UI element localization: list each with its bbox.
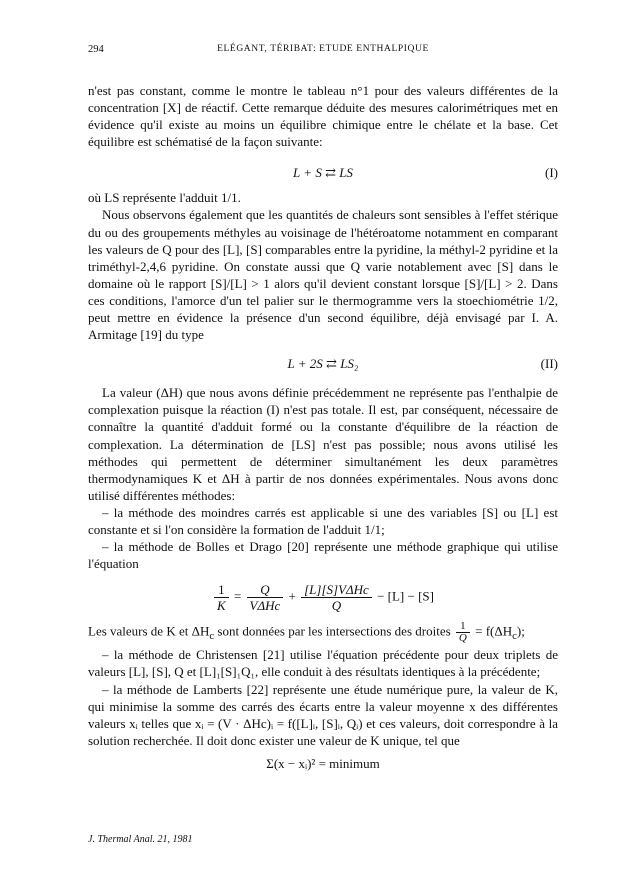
paragraph-3: Nous observons également que les quantités de chaleurs sont sensibles à l'effet stérique du ou des groupements méthyles au voisinage de l'hétéroatome notamment en comparant les valeurs de Q pour des [L], [S] comparables entre la pyridine, la méthyl-2 pyridine et la triméthyl-2,4,6 pyridine. On constate aussi que Q varie notablement avec [S] dans le domaine où le rapport [S]/[L] > 1 alors qu'il devient constant lorsque [S]/[L] > 2. Dans ces conditions, l'amorce d'un tel palier sur le thermogramme vers la stoechiométrie 1/2, peut mettre en évidence la présence d'un second équilibre, déjà envisagé par I. A. Armitage [19] du type <box>88 207 558 343</box>
equation-1-expression: L + S ⇄ LS <box>293 165 353 181</box>
paragraph-9: – la méthode de Lamberts [22] représente une étude numérique pure, la valeur de K, qui minimise la somme des carrés des écarts entre la valeur moyenne x des différentes valeurs xᵢ telles que xᵢ = (V · ΔHc)ᵢ = f([L]ᵢ, [S]ᵢ, Qᵢ) et ces valeurs, doit correspondre à la solution recherchée. Il doit donc exister une valeur de K unique, tel que <box>88 681 558 748</box>
fraction-numerator: 1 <box>456 621 470 633</box>
paragraph-8: – la méthode de Christensen [21] utilise l'équation précédente pour deux triplets de valeurs [L], [S], Q et [L]₁[S]₁Q₁, elle conduit à des résultats identiques à la précédente; <box>88 647 558 680</box>
fraction-denominator: K <box>217 598 226 614</box>
paragraph-2: où LS représente l'adduit 1/1. <box>88 190 241 206</box>
journal-footer: J. Thermal Anal. 21, 1981 <box>88 834 193 845</box>
plus-sign: + <box>288 588 296 604</box>
equation-2-expression: L + 2S ⇄ LS₂ <box>287 356 359 372</box>
fraction-numerator: Q <box>247 582 284 598</box>
equation-4-expression: Σ(x − xᵢ)² = minimum <box>266 755 380 771</box>
equation-1 <box>88 164 558 181</box>
fraction-denominator: Q <box>458 632 467 645</box>
fraction-denominator: VΔHc <box>249 598 281 614</box>
fraction-ls-over-q <box>301 582 372 613</box>
inline-fraction <box>456 621 470 644</box>
running-title: ELÉGANT, TÉRIBAT: ETUDE ENTHALPIQUE <box>217 44 429 54</box>
fraction-numerator: 1 <box>214 582 229 598</box>
fraction-numerator: [L][S]VΔHc <box>301 582 372 598</box>
paragraph-6: – la méthode de Bolles et Drago [20] représente une méthode graphique qui utilise l'équation <box>88 539 558 572</box>
article-body <box>88 82 558 772</box>
paragraph-7-part-b: sont données par les intersections des droites <box>214 623 454 639</box>
paragraph-7 <box>88 621 558 646</box>
equals-sign: = <box>233 588 242 604</box>
equation-1-number: (I) <box>545 165 558 181</box>
page-number: 294 <box>88 44 104 55</box>
paragraph-4: La valeur (ΔH) que nous avons définie précédemment ne représente pas l'enthalpie de complexation puisque la réaction (I) n'est pas totale. Il est, par conséquent, nécessaire de connaître la quantité d'adduit formé ou la constante d'équilibre de la réaction de complexation. La détermination de [LS] n'est pas possible; nous avons utilisé les méthodes qui permettent de déterminer simultanément les deux paramètres thermodynamiques K et ΔH à partir de nos données expérimentales. Nous avons donc utilisé différentes méthodes: <box>88 385 558 503</box>
equation-tail: − [L] − [S] <box>377 588 434 604</box>
paragraph-7-part-a: Les valeurs de K et ΔH <box>88 623 210 639</box>
paragraph-5: – la méthode des moindres carrés est applicable si une des variables [S] ou [L] est constante et si l'on considère la formation de l'adduit 1/1; <box>88 504 558 537</box>
equation-2-number: (II) <box>540 356 558 372</box>
fraction-1-over-k <box>214 582 229 613</box>
paragraph-7-part-d: ); <box>516 623 525 639</box>
equation-3 <box>88 582 558 613</box>
running-header <box>88 44 558 58</box>
subscript: c <box>209 630 215 643</box>
paragraph-1: n'est pas constant, comme le montre le tableau n°1 pour des valeurs différentes de la concentration [X] de réactif. Cette remarque déduite des mesures calorimétriques met en évidence qu'il existe au moins un équilibre chimique entre le chélate et la base. Cet équilibre est schématisé de la façon suivante: <box>88 83 558 150</box>
equation-4 <box>88 755 558 772</box>
equation-2 <box>88 355 558 372</box>
fraction-q-over-vdh <box>247 582 284 613</box>
fraction-denominator: Q <box>331 598 342 614</box>
paragraph-7-part-c: = f(ΔH <box>471 623 513 639</box>
subscript: c <box>512 630 517 643</box>
